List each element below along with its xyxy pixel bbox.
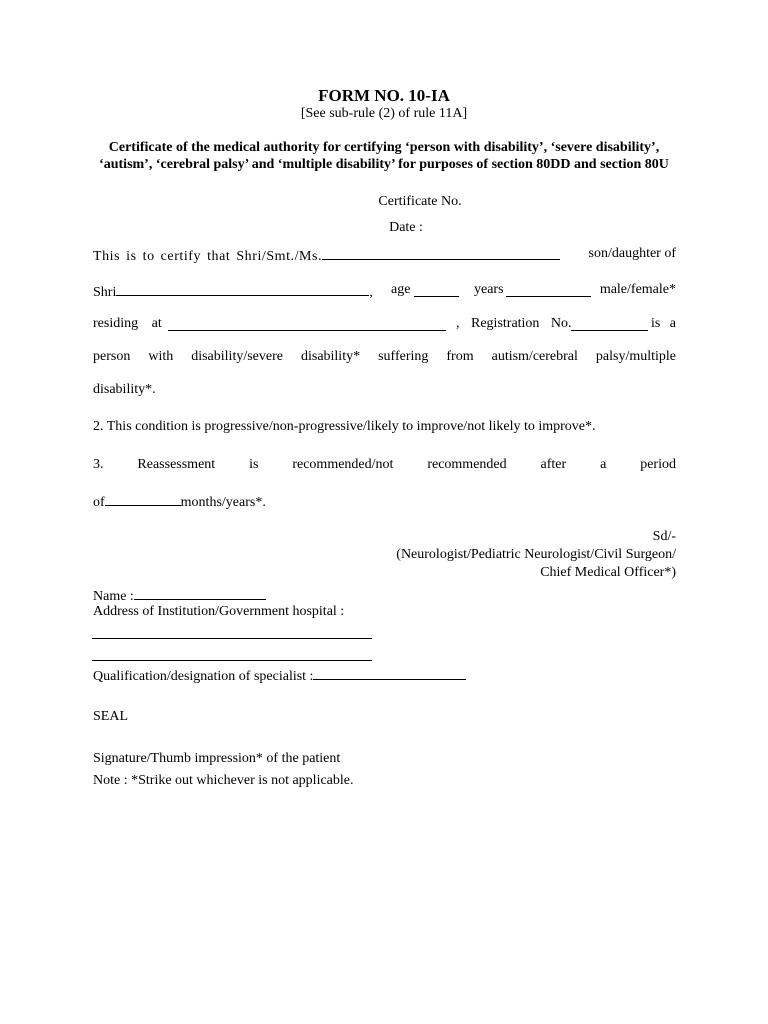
date-label: Date : bbox=[389, 220, 423, 235]
reassessment-period-line bbox=[93, 491, 266, 512]
period-field[interactable] bbox=[105, 491, 181, 506]
name-label: Name : bbox=[93, 589, 134, 604]
reassessment-paragraph: 3. Reassessment is recommended/not recommended after a period bbox=[93, 457, 676, 472]
form-title: FORM NO. 10-IA bbox=[318, 86, 450, 105]
qualification-field[interactable] bbox=[313, 665, 466, 680]
is-a-text: is a bbox=[650, 316, 676, 331]
authority-line-2: Chief Medical Officer*) bbox=[540, 565, 676, 580]
parent-name-field[interactable] bbox=[116, 281, 369, 296]
address-label: Address of Institution/Government hospital : bbox=[93, 604, 345, 619]
age-text: age bbox=[391, 282, 411, 297]
seal-text: SEAL bbox=[93, 709, 128, 724]
authority-line-1: (Neurologist/Pediatric Neurologist/Civil Surgeon/ bbox=[396, 547, 676, 562]
registration-no-field[interactable] bbox=[571, 316, 648, 331]
residing-at-text: residing at bbox=[93, 316, 162, 331]
qualification-line bbox=[93, 665, 466, 686]
certificate-no-label: Certificate No. bbox=[378, 194, 462, 209]
years-field[interactable] bbox=[506, 282, 591, 297]
note-text: Note : *Strike out whichever is not applicable. bbox=[93, 773, 354, 788]
of-text: of bbox=[93, 495, 105, 510]
qualification-label: Qualification/designation of specialist : bbox=[93, 669, 314, 684]
form-subrule: [See sub-rule (2) of rule 11A] bbox=[300, 106, 468, 121]
male-female-text: male/female* bbox=[599, 282, 676, 297]
certify-text: This is to certify that Shri/Smt./Ms. bbox=[93, 249, 323, 264]
signature-text: Signature/Thumb impression* of the patient bbox=[93, 751, 341, 766]
certify-line-2 bbox=[93, 281, 676, 302]
years-text: years bbox=[474, 282, 504, 297]
certify-line-5: disability*. bbox=[93, 382, 156, 397]
address-field-line-1[interactable] bbox=[92, 638, 372, 639]
age-field[interactable] bbox=[414, 282, 459, 297]
comma-text: , bbox=[369, 285, 373, 300]
certify-line-1 bbox=[93, 245, 676, 266]
months-years-text: months/years*. bbox=[180, 495, 266, 510]
name-field[interactable] bbox=[134, 585, 266, 600]
certify-line-4: person with disability/severe disability* suffering from autism/cerebral palsy/multiple bbox=[93, 349, 676, 364]
person-name-field[interactable] bbox=[322, 245, 560, 260]
certify-line-3 bbox=[93, 315, 676, 333]
shri-text: Shri bbox=[93, 285, 117, 300]
son-daughter-of-text: son/daughter of bbox=[588, 246, 676, 261]
address-field-line-2[interactable] bbox=[92, 660, 372, 661]
registration-no-text: , Registration No. bbox=[456, 316, 572, 331]
residence-field[interactable] bbox=[168, 316, 446, 331]
condition-paragraph: 2. This condition is progressive/non-progressive/likely to improve/not likely to improve*. bbox=[93, 419, 596, 434]
form-heading: Certificate of the medical authority for certifying ‘person with disability’, ‘severe disability’, ‘autism’, ‘cerebral palsy’ and ‘multiple disability’ for purposes of section 80DD and section 80U bbox=[99, 140, 669, 172]
sd-text: Sd/- bbox=[652, 529, 676, 544]
